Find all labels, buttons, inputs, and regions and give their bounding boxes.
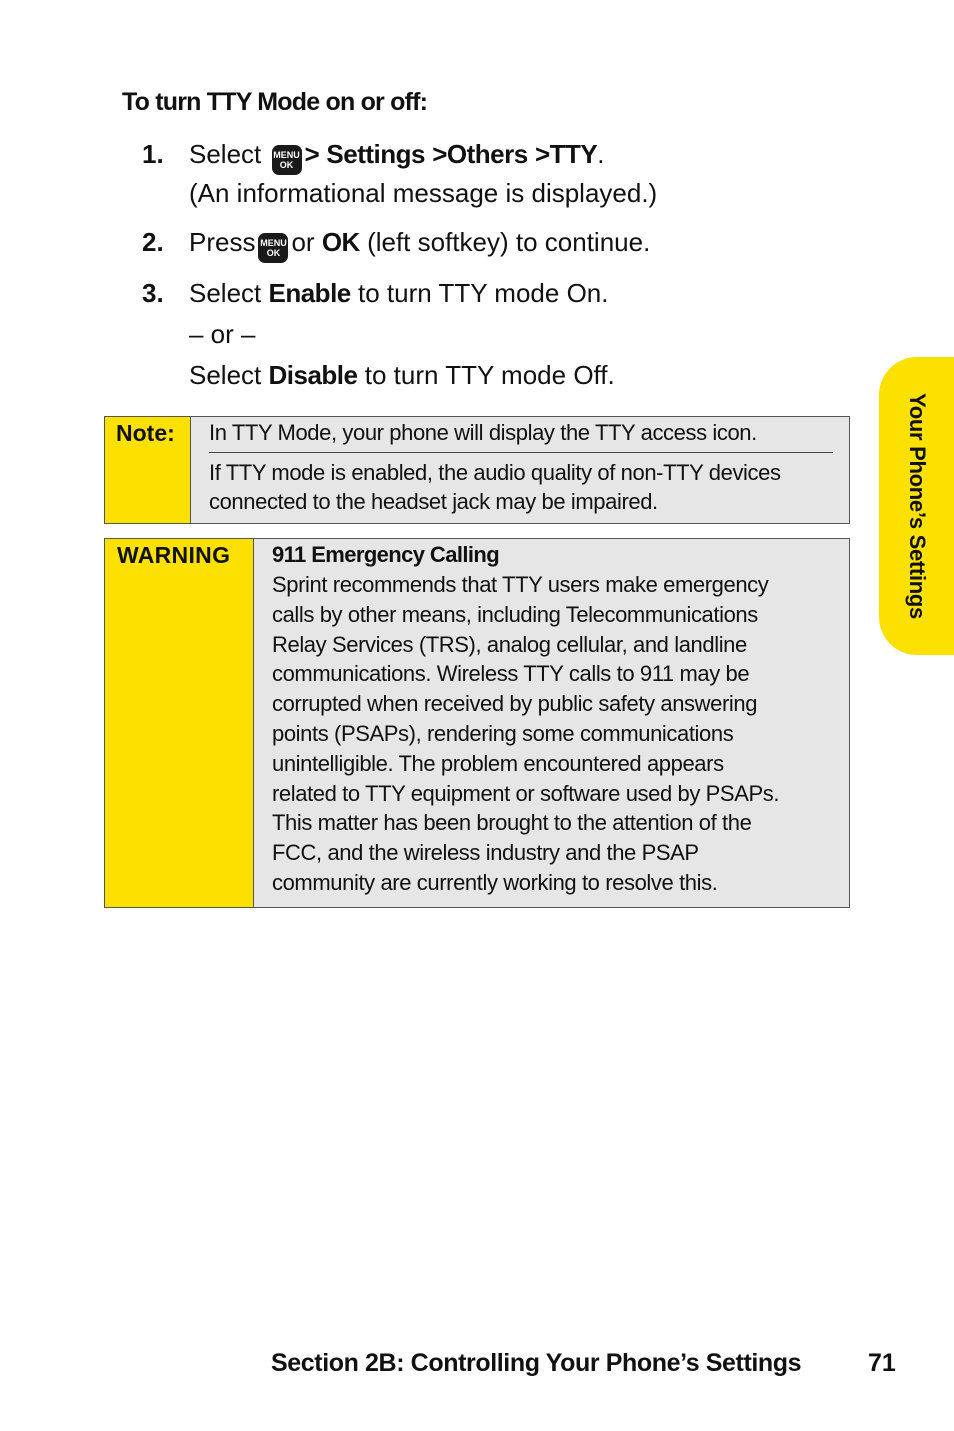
ok-softkey-label: OK — [321, 227, 360, 257]
chapter-side-tab-label: Your Phone’s Settings — [904, 393, 930, 619]
warning-title: 911 Emergency Calling — [272, 542, 500, 567]
or-separator: – or – — [189, 319, 256, 349]
menu-ok-key-icon: MENU OK — [272, 145, 302, 175]
warning-text: Sprint recommends that TTY users make emergency calls by other means, including Telecommunications Relay Services (TRS), analog cellular, and landline communications. Wireless TTY calls to 911 may be corrupted when received by public safety answering points (PSAPs), rendering some communications unintelligible. The problem encountered appears related to TTY equipment or software used by PSAPs. This matter has been brought to the attention of the FCC, and the wireless industry and the PSAP community are currently working to resolve this. — [272, 572, 780, 895]
note-item-2-cont: connected to the headset jack may be impaired. — [209, 489, 658, 514]
warning-label: WARNING — [105, 539, 254, 907]
note-item-2: If TTY mode is enabled, the audio quality of non-TTY devices — [209, 460, 781, 485]
menu-others: Others — [446, 139, 528, 169]
option-disable: Disable — [268, 360, 358, 390]
step-text: Select — [189, 139, 262, 169]
step-number: 3. — [142, 278, 164, 308]
note-box — [104, 416, 850, 524]
path-arrow: > — [432, 139, 447, 169]
note-label: Note: — [105, 417, 191, 523]
menu-settings: Settings — [326, 139, 425, 169]
menu-tty: TTY — [549, 139, 598, 169]
warning-box — [104, 538, 850, 908]
chapter-side-tab — [879, 357, 954, 655]
option-enable: Enable — [268, 278, 351, 308]
step-info: (An informational message is displayed.) — [189, 178, 658, 208]
step-number: 1. — [142, 139, 164, 169]
menu-ok-key-icon: MENU OK — [258, 233, 288, 263]
step-text: Press — [189, 227, 256, 257]
note-item-1: In TTY Mode, your phone will display the TTY access icon. — [209, 420, 757, 445]
path-arrow: > — [534, 139, 550, 169]
note-divider — [209, 452, 833, 453]
page-number: 71 — [868, 1349, 896, 1377]
section-heading: To turn TTY Mode on or off: — [122, 88, 428, 116]
footer-section-title: Section 2B: Controlling Your Phone’s Settings — [271, 1349, 802, 1377]
path-arrow: > — [304, 139, 320, 169]
step-number: 2. — [142, 227, 164, 257]
